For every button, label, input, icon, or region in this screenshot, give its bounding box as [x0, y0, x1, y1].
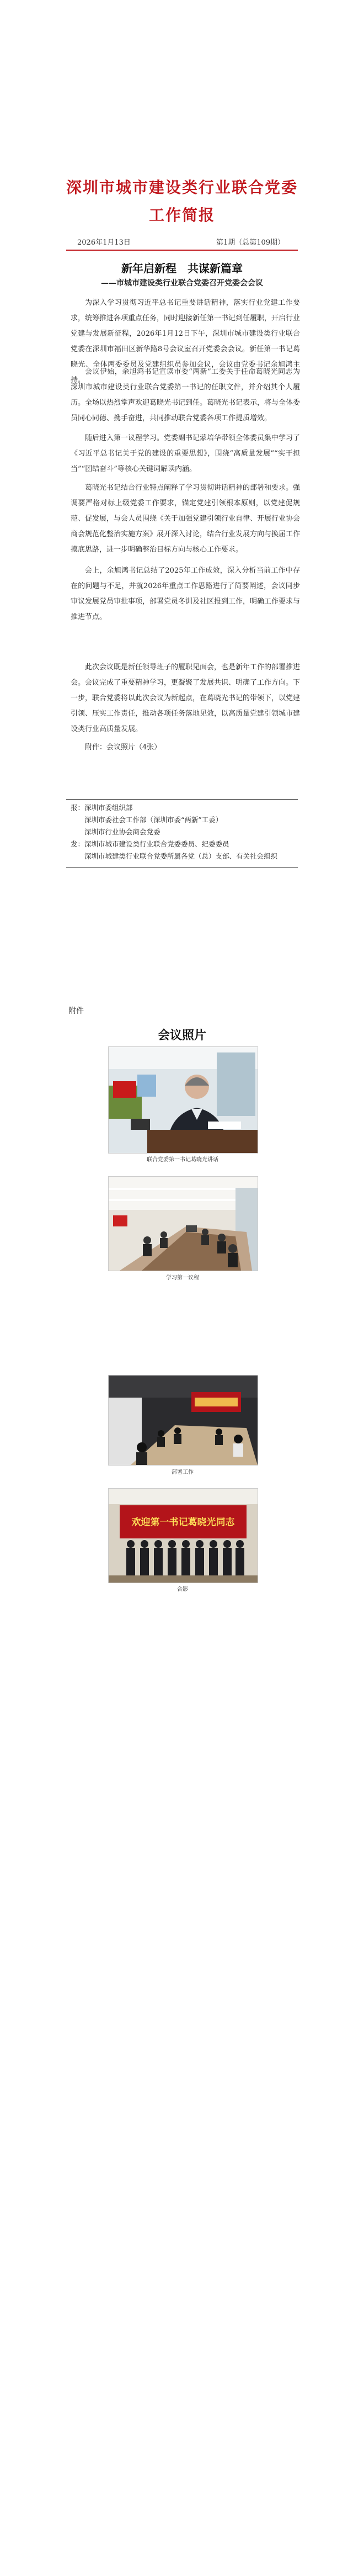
article-paragraph: 会议伊始，余旭鸿书记宣读市委“两新”工委关于任命葛晓光同志为深圳市城市建设类行业联合党委第一书记的任职文件，并介绍其个人履历。全场以热烈掌声欢迎葛晓光书记到任。葛晓光书记表示，将与全体委员同心同德、携手奋进，共同推动联合党委各项工作提质增效。 — [71, 368, 301, 422]
article-subheadline: ——市城市建设类行业联合党委召开党委会会议 — [101, 279, 263, 288]
distribution-item: 深圳市行业协会商会党委 — [84, 828, 160, 836]
appendix-title: 会议照片 — [157, 1028, 206, 1043]
meeting-photo-speech — [108, 1046, 258, 1154]
meeting-photo-study — [108, 1176, 258, 1271]
photo-caption: 联合党委第一书记葛晓光讲话 — [147, 1157, 218, 1163]
article-paragraph: 为深入学习贯彻习近平总书记重要讲话精神，落实行业党建工作要求，统筹推进各项重点任务，同时迎接新任第一书记到任履职，开启行业党建与发展新征程，2026年1月12日下午，深圳市城市建设类行业联合党委在深圳市福田区新华路8号会议室召开党委会会议。新任第一书记葛晓光、全体两委委员及党建组织员参加会议，会议由党委书记余旭鸿主持。 — [71, 299, 301, 384]
article-paragraph: 此次会议既是新任领导班子的履职见面会，也是新年工作的部署推进会。会议完成了重要精神学习，更凝聚了发展共识、明确了工作方向。下一步，联合党委将以此次会议为新起点，在葛晓光书记的带领下，以党建引领、压实工作责任，推动各项任务落地见效，以高质量党建引领城市建设类行业高质量发展。 — [71, 663, 301, 733]
distribution-item: 报：深圳市委组织部 — [71, 803, 133, 812]
bulletin-org-title: 深圳市城市建设类行业联合党委 — [66, 178, 298, 197]
article-paragraph: 葛晓光书记结合行业特点阐释了学习贯彻讲话精神的部署和要求。强调要严格对标上级党委工作要求，锚定党建引领根本原则，以党建促规范、促发展，与会人员围绕《关于加强党建引领行业自律、开展行业协会商会规范化整治实施方案》展开深入讨论，结合行业发展方向与换届工作摸底思路，进一步明确整治目标方向与核心工作要求。 — [71, 484, 301, 554]
group-photo-banner: 欢迎第一书记葛晓光同志 — [131, 1517, 235, 1528]
header-divider — [66, 250, 298, 251]
distribution-bottom-rule — [66, 867, 298, 868]
photo-caption: 合影 — [177, 1586, 188, 1593]
distribution-top-rule — [66, 799, 298, 800]
meeting-photo-group — [108, 1488, 258, 1583]
distribution-item: 深圳市委社会工作部（深圳市委“两新”工委） — [84, 816, 223, 824]
article-paragraph: 会上，余旭鸿书记总结了2025年工作成效，深入分析当前工作中存在的问题与不足，并就2026年重点工作思路进行了简要阐述，会议同步审议发展党员审批事项，部署党员冬训及社区报到工作，明确工作要求与推进节点。 — [71, 567, 301, 621]
distribution-item: 发：深圳市城市建设类行业联合党委委员、纪委委员 — [71, 840, 229, 848]
distribution-item: 深圳市城建类行业联合党委所属各党（总）支部、有关社会组织 — [84, 852, 278, 860]
bulletin-date: 2026年1月13日 — [77, 239, 131, 247]
attachment-note: 附件：会议照片（4张） — [85, 743, 162, 752]
bulletin-title: 工作简报 — [148, 206, 215, 224]
photo-caption: 学习第一议程 — [166, 1275, 199, 1281]
photo-caption: 部署工作 — [172, 1469, 194, 1475]
appendix-label: 附件 — [68, 1007, 84, 1015]
bulletin-issue: 第1期（总第109期） — [216, 239, 285, 247]
article-headline: 新年启新程 共谋新篇章 — [121, 262, 243, 275]
distribution-list — [71, 802, 298, 863]
article-paragraph: 随后进入第一议程学习。党委副书记蒙培华带领全体委员集中学习了《习近平总书记关于党的建设的重要思想》，围绕“高质量发展”“实干担当”“团结奋斗”等核心关键词解读内涵。 — [71, 434, 301, 473]
meeting-photo-deploy — [108, 1375, 258, 1466]
